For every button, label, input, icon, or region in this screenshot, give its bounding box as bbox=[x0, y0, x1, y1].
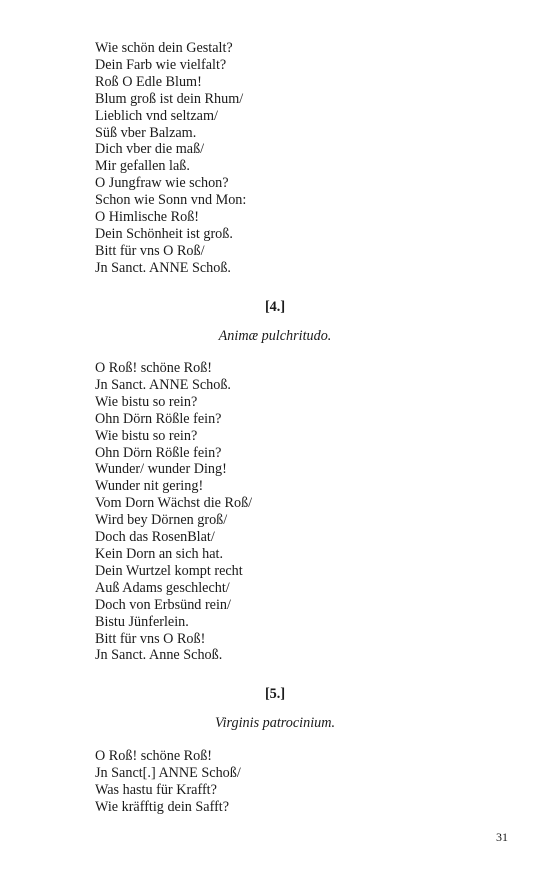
verse-line: Wird bey Dörnen groß/ bbox=[95, 512, 228, 529]
verse-line: Jn Sanct[.] ANNE Schoß/ bbox=[95, 764, 241, 781]
page-number: 31 bbox=[496, 830, 508, 844]
section-4-subtitle: Animæ pulchritudo. bbox=[218, 328, 332, 344]
section-5-number: [5.] bbox=[264, 686, 286, 702]
section-4-verses bbox=[95, 360, 475, 664]
verse-line: Auß Adams geschlecht/ bbox=[95, 579, 230, 596]
verse-line: Jn Sanct. ANNE Schoß. bbox=[95, 259, 231, 276]
verse-line: Kein Dorn an sich hat. bbox=[95, 545, 224, 562]
verse-line: O Jungfraw wie schon? bbox=[95, 175, 229, 192]
verse-line: Wie schön dein Gestalt? bbox=[95, 40, 233, 56]
verse-line: Ohn Dörn Rößle fein? bbox=[95, 410, 222, 427]
verse-line: Dein Farb wie vielfalt? bbox=[95, 56, 227, 73]
verse-line: Vom Dorn Wächst die Roß/ bbox=[95, 495, 253, 512]
verse-line: Was hastu für Krafft? bbox=[95, 781, 217, 798]
verse-line: O Himlische Roß! bbox=[95, 209, 200, 226]
verse-line: Jn Sanct. Anne Schoß. bbox=[95, 647, 223, 664]
verse-line: Lieblich vnd seltzam/ bbox=[95, 107, 218, 124]
verse-line: Ohn Dörn Rößle fein? bbox=[95, 444, 222, 461]
verse-line: Bitt für vns O Roß/ bbox=[95, 242, 205, 259]
verse-line: Roß O Edle Blum! bbox=[95, 73, 202, 90]
section-4-number: [4.] bbox=[264, 299, 286, 315]
verse-line: Bistu Jünferlein. bbox=[95, 613, 189, 630]
verse-line: O Roß! schöne Roß! bbox=[95, 748, 213, 764]
section-5-verses bbox=[95, 748, 475, 816]
verse-line: Schon wie Sonn vnd Mon: bbox=[95, 192, 247, 209]
verse-line: Dich vber die maß/ bbox=[95, 141, 205, 158]
verse-line: Doch das RosenBlat/ bbox=[95, 529, 215, 546]
verse-line: Bitt für vns O Roß! bbox=[95, 630, 206, 647]
verse-line: Blum groß ist dein Rhum/ bbox=[95, 90, 244, 107]
verse-line: Dein Schönheit ist groß. bbox=[95, 225, 233, 242]
verse-line: O Roß! schöne Roß! bbox=[95, 360, 213, 376]
verse-line: Jn Sanct. ANNE Schoß. bbox=[95, 376, 231, 393]
verse-line: Wie bistu so rein? bbox=[95, 393, 198, 410]
verse-line: Dein Wurtzel kompt recht bbox=[95, 562, 243, 579]
verse-line: Wunder nit gering! bbox=[95, 478, 204, 495]
section-5-subtitle: Virginis patrocinium. bbox=[214, 715, 336, 731]
verse-line: Mir gefallen laß. bbox=[95, 158, 190, 175]
verse-line: Doch von Erbsünd rein/ bbox=[95, 596, 231, 613]
poem-3-tail bbox=[95, 40, 475, 277]
verse-line: Wie kräfftig dein Safft? bbox=[95, 798, 230, 815]
verse-line: Wunder/ wunder Ding! bbox=[95, 461, 227, 478]
verse-line: Wie bistu so rein? bbox=[95, 427, 198, 444]
verse-line: Süß vber Balzam. bbox=[95, 124, 197, 141]
